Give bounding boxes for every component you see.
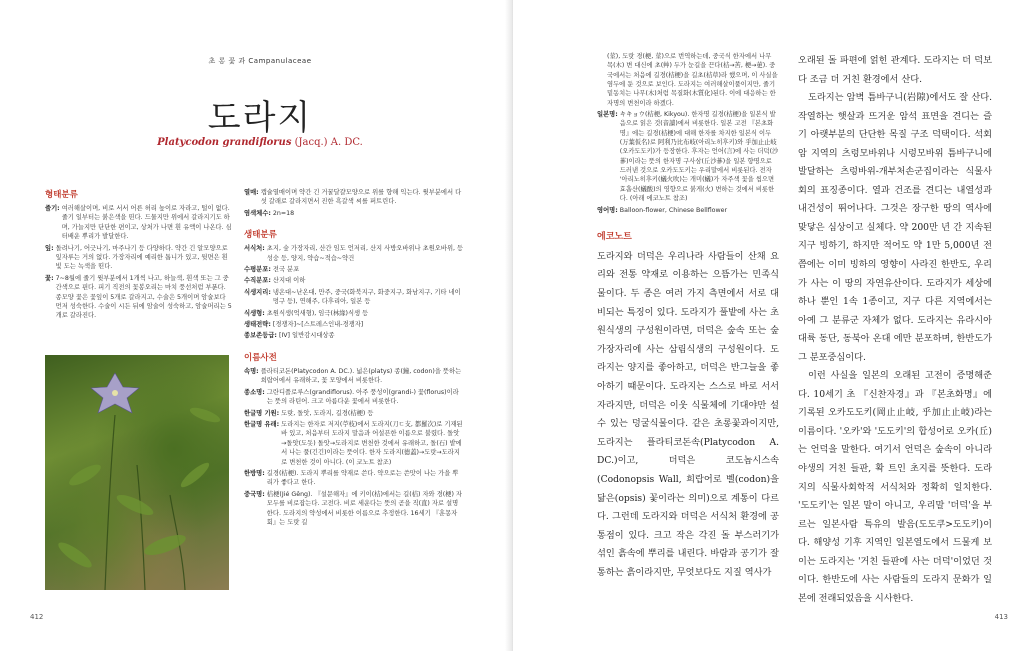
eco-entry	[244, 309, 464, 318]
entry-value: [IV] 일반감시대상종	[278, 332, 335, 340]
entry-value: 그란디플로루스(grandiflorus). 아주 풍성이(grandi-) 꽃(florus)이라는 뜻의 라틴어. 크고 아름다운 꽃에서 비롯한다.	[266, 388, 459, 406]
entry-key: 생태전략:	[244, 321, 271, 329]
entry-key: 한글명 기원:	[244, 409, 280, 417]
name-entry	[597, 110, 779, 203]
entry-value: キキョウ(桔梗, Kikyou). 한자명 길경(桔梗)을 일본식 발음으로 읽은 것(音讀)에서 비롯한다. 일본 고전 『본초화명』에는 길경(桔梗)에 대해 한자를 차지한 일본식 이두(万葉仮名)로 阿利乃比布岐(아리노히후키)와 乎加止止岐(오카도도키)가 등장한다. 후자는 언어(言)에 사는 더덕(沙蔘)이라는 뜻의 한자명 구사삼(丘沙蔘)을 일본 향명으로 드러낸 것으로 오카도도키는 우리말에서 비롯된다. 전자 '아리노히후키(蟻火吹)는 개미(蟻)가 자주색 꽃을 씹으면 효흡산(蟻酸)의 영향으로 붉게(火) 변하는 것에서 비롯한다. (아래 에코노트 참조)	[619, 111, 779, 203]
left-page	[0, 0, 511, 651]
entry-key: 식생형:	[244, 309, 265, 317]
entry-key: 종소명:	[244, 388, 265, 396]
page-number-right: 413	[994, 613, 1008, 621]
names-heading: 이름사전	[244, 352, 277, 363]
entry-key: 서식처:	[244, 245, 265, 253]
bellflower-photo	[45, 355, 229, 590]
entry-key: 열매:	[244, 189, 259, 196]
entry-key: 한방명:	[244, 469, 265, 477]
entry-key: 중국명:	[244, 490, 265, 498]
entry-value: 桔梗(Jié Gěng). 『설문해자』에 키이(桔)에서는 길(桔) 자와 경(梗) 자 모두를 비로잡는다. 고전다. 비로 세운다는 뜻의 곧을 직(直) 자로 설명한다. 도라지의 약성에서 비롯한 이름으로 추정한다. 16세기 『훈몽자회』는 도랏 길	[266, 490, 462, 526]
eco-entry	[244, 331, 464, 340]
extra-names-list	[597, 110, 779, 215]
entry-key: 속명:	[244, 367, 259, 375]
plant-title: 도라지	[207, 98, 313, 138]
entry-value: 전국 분포	[272, 266, 300, 274]
right-column-c	[597, 52, 779, 583]
fruit-list	[244, 188, 464, 218]
morphology-list	[45, 204, 233, 321]
fruit-entry	[244, 188, 464, 207]
name-entry	[244, 490, 464, 528]
entry-value: 초지, 숲 가장자리, 산간 임도 언저리, 산지 사방오바위나 초원오바위, 등성숭 등, 양지, 약습~적습~약건	[266, 245, 464, 262]
left-column-b	[244, 188, 464, 529]
entry-value: Balloon-flower, Chinese Bellflower	[619, 206, 728, 214]
eco-note-essay-part3: 도라지는 암벽 틈바구니(岩隙)에서도 잘 산다. 작열하는 햇살과 뜨거운 암석 표면을 견디는 즐기 아랫부분의 단단한 목질 구조 덕택이다. 석회암 지역의 츠렁모바위나 시렁모바위 틈바구니에 발달하는 츠렁바위-개부처손군집이라는 식물사회의 표징종이다. 열과 건조를 견디는 내열성과 내건성이 뛰어나다. 그것은 장구한 땅의 역사에 맞닿은 심상이고 실체다. 약 200만 년 간 지속된 지구 빙하기, 하지만 적어도 약 1만 5,000년 전쯤에는 이미 빙하의 영향이 사라진 한반도, 우리가 사는 이 땅의 자연유산이다. 도라지가 세상에 하나 뿐인 1속 1종이고, 지구 다른 지역에서는 아예 그 분류군 자체가 없다. 도라지는 유라시아 대륙 동단, 동북아 온대 에만 분포하며, 한반도가 그 분포중심이다.	[798, 92, 992, 363]
morph-entry	[45, 244, 233, 272]
eco-entry	[244, 244, 464, 263]
entry-value: 도라지는 한자로 저지(苧枝)에서 도라지(刀ㄷ支, 都羅次)로 기재된 바 있고, 처음부터 도라지 말음과 어설픈한 이름으로 불렸다. 돌앗→돌앗(도돗) 돌앗→도라지로 변천한 것에서 유래하고, 돌(石) 밭에서 나는 풀(긴긴)이라는 뜻이다. 한자 도라지(德蓋)→도랏→도라지로 변천한 것이 아니다. (이 코노트 참조)	[281, 420, 463, 466]
entry-key: 수평분포:	[244, 266, 271, 274]
entry-key: 잎:	[45, 244, 54, 252]
entry-key: 꽃:	[45, 274, 54, 282]
eco-note-essay-part2: 오래된 돌 파편에 얽힌 관계다. 도라지는 더 덕보다 조금 더 거친 환경에서 산다.	[798, 55, 992, 85]
name-entry	[244, 420, 464, 467]
eco-entry	[244, 265, 464, 274]
right-column-d	[798, 52, 992, 608]
entry-value: 캡슐열매이며 약간 긴 거꿀달걀모양으로 위를 향해 익는다. 윗부분에서 다섯 갈래로 갈라지면서 진한 흑갈색 씨를 퍼트린다.	[260, 189, 462, 206]
entry-value: [경쟁자]~[스트레스인내-경쟁자]	[272, 321, 364, 329]
scientific-binomial: Platycodon grandiflorus	[157, 137, 292, 148]
eco-entry	[244, 288, 464, 307]
entry-key: 종보존등급:	[244, 332, 277, 340]
ecology-list	[244, 244, 464, 341]
entry-value: 플라티코돈(Platycodon A. DC.). 넓은(platys) 종(鐘, codon)을 뜻하는 희랍어에서 유래하고, 꽃 모양에서 비롯한다.	[260, 367, 462, 385]
name-entry	[244, 388, 464, 407]
entry-value: 도랒, 돌앗, 도라지, 길경(桔梗) 등	[281, 409, 374, 417]
entry-value: 산지대 이하	[272, 277, 306, 285]
entry-value: 여러해살이며, 비로 서서 어른 허리 높이로 자라고, 털이 없다. 줄기 일부터는 붉은색을 띤다. 드물지만 위에서 갈라지기도 하며, 가늘지만 단단한 편이고, 상처가 나면 흰 유액이 나온다. 심터배운 뿌리가 발달한다.	[61, 205, 232, 241]
eco-note-heading: 에코노트	[597, 231, 632, 242]
entry-key: 한글명 유래:	[244, 420, 280, 428]
eco-entry	[244, 320, 464, 329]
fruit-entry	[244, 209, 464, 218]
entry-value: 냉온대~난온대, 만주, 중국(화북지구, 화중지구, 화남지구, 기타 네이멍구 등), 연해주, 다후리아, 일본 등	[272, 288, 461, 306]
entry-value: 길경(桔梗). 도라지 뿌리를 약재로 쓴다. 약으로는 쓴맛이 나는 가을 뿌리가 좋다고 한다.	[266, 469, 459, 487]
entry-key: 식생지리:	[244, 288, 271, 296]
entry-value: 2n=18	[272, 209, 295, 217]
entry-value: 7~8월에 줄기 윗부분에서 1개씩 나고, 하늘색, 흰색 또는 그 중간색으로 핀다. 피기 직전의 꽃봉오리는 마치 풍선처럼 부푼다. 종모양 꽃은 꽃잎이 5개로 갈라지고, 수술은 5개이며 암술보다 먼저 성숙한다. 수술이 시든 뒤에 암술이 성숙하고, 암술머리는 5개로 갈라진다.	[55, 274, 232, 320]
running-head: 초 롱 꽃 과 Campanulaceae	[208, 57, 312, 65]
eco-note-essay-part4: 이런 사실을 일본의 오래된 고전이 증명해준다. 10세기 초 『신찬자경』과 『본초화명』에 기록된 오카도도키(岡止止岐, 乎加止止岐)라는 이름이다. '오카'와 '도도키'의 합성어로 오카(丘)는 언덕을 말한다. 여기서 언덕은 숲속이 아니라 야생의 거친 들판, 확 트인 초지를 뜻한다. 도라지의 식물사회학적 서식처와 정확히 일치한다. '도도키'는 일본 말이 아니고, 우리말 '더덕'을 부르는 일본사람 특유의 발음(도도쿠>도도키)이다. 해양성 기후 지역인 일본열도에서 드물게 보이는 도라지는 '거친 들판에 사는 더덕'이었던 것이다. 한반도에 사는 사람들의 도라지 문화가 일본에 전래되었음을 시사한다.	[798, 370, 992, 604]
name-entry	[244, 367, 464, 386]
photo-illustration	[45, 355, 229, 590]
page-number-left: 412	[30, 613, 44, 621]
entry-key: 염색체수:	[244, 209, 271, 217]
morphology-heading: 형태분류	[45, 190, 78, 200]
eco-entry	[244, 276, 464, 285]
entry-key: 수직분포:	[244, 277, 271, 285]
continued-text: (莖), 도랏 경(梗, 莖)으로 번역하는데, 중국식 한자에서 나무 목(木) 변 대신에 초(艸) 두가 눈길을 끈다(桔→苦, 梗→莄). 중국에서는 처음에 길경(桔梗)을 길초(桔草)라 했으며, 이 사실을 염두에 둔 것으로 보인다. 도라지는 여러해살이풀이지만, 줄기 밑동치는 나무(木)처럼 목질화(木質化)된다. 이에 대응하는 한자명의 변천이라 하겠다.	[607, 53, 778, 107]
ecology-heading: 생태분류	[244, 230, 277, 241]
entry-key: 영어명:	[597, 206, 618, 214]
right-page	[513, 0, 1024, 651]
scientific-name	[140, 137, 380, 148]
eco-note-essay-part1: 도라지와 더덕은 우리나라 사람들이 산채 요리와 전통 약재로 이용하는 으뜸가는 민족식물이다. 두 종은 여러 가지 측면에서 서로 대비되는 특징이 있다. 도라지가 풀밭에 사는 초원식생의 구성원이라면, 더덕은 숲속 또는 숲 가장자리에 사는 삼림식생의 구성원이다. 도라지는 양지를 좋아하고, 더덕은 반그늘을 좋아하기 때문이다. 도라지는 스스로 바로 서서 자라지만, 더덕은 이웃 식물체에 기대야만 설 수 있는 덩굴식물이다. 같은 초롱꽃과이지만, 도라지는 플라티코돈속(Platycodon A. DC.)이고, 더덕은 코도놉시스속(Codonopsis Wall, 희랍어로 벨(codon)을 닮은(opsis) 꽃이라는 의미)으로 계통이 다르다. 그런데 도라지와 더덕은 서식처 환경에 공통점이 있다. 크고 작은 각진 돌 부스러기가 섞인 흙속에 뿌리를 내린다. 바람과 공기가 잘 통하는 흙이라지만, 무엇보다도 지질 역사가	[597, 250, 779, 578]
morph-entry	[45, 204, 233, 242]
name-entry	[244, 469, 464, 488]
entry-value: 초원식생(억새형), 임극(林緣)식생 등	[266, 309, 369, 317]
entry-key: 줄기:	[45, 205, 60, 212]
morph-entry	[45, 274, 233, 321]
name-entry	[597, 206, 779, 215]
name-entry	[244, 409, 464, 418]
entry-value: 돌려나기, 어긋나기, 마주나기 등 다양하다. 약간 긴 알모양으로 잎자루는 거의 없다. 가장자리에 예리한 톱니가 있고, 뒷면은 흰빛 도는 녹색을 띤다.	[55, 244, 228, 271]
names-list	[244, 367, 464, 528]
scientific-author: (Jacq.) A. DC.	[291, 137, 363, 148]
left-column-a	[45, 188, 233, 323]
entry-key: 일본명:	[597, 111, 618, 119]
